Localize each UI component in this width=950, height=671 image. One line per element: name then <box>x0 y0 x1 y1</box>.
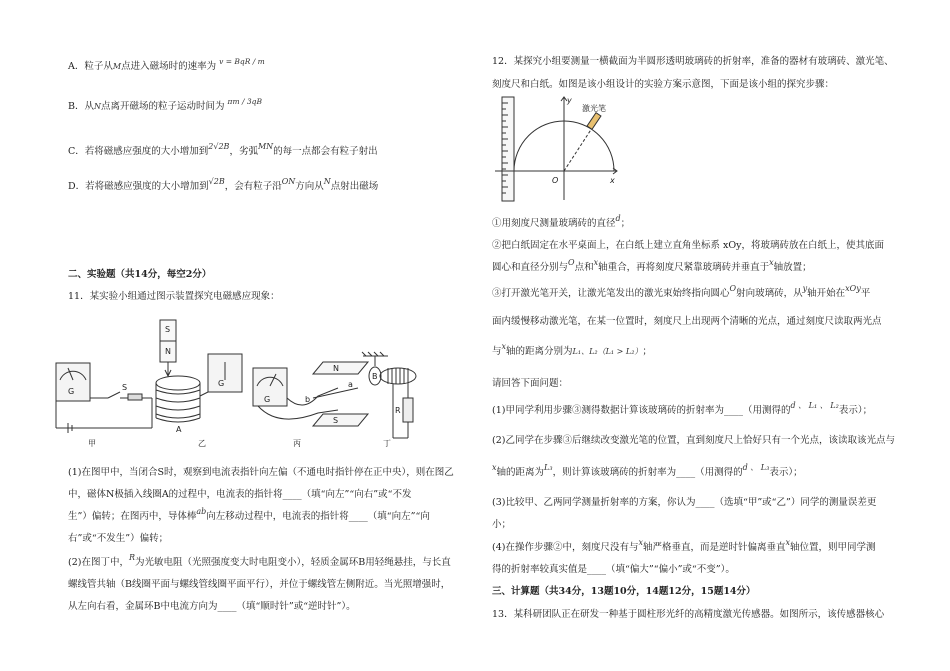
answer-2-line2c: ，则计算该玻璃砖的折射率为____（用测得的 <box>552 467 743 478</box>
var-ab: ab <box>196 507 207 516</box>
option-b <box>68 97 262 113</box>
label-g2: G <box>218 379 225 388</box>
step-3-line1 <box>492 284 871 300</box>
var-n2: N <box>323 177 331 186</box>
label-rod-a: a <box>348 380 353 389</box>
apparatus-bing <box>253 362 368 426</box>
answer-2-line2b: 轴的距离为 <box>496 467 545 478</box>
step-3-line3c: ； <box>642 346 652 357</box>
step-3-line2: 面内缓慢移动激光笔，在某一位置时，刻度尺上出现两个清晰的光点，通过刻度尺读取两光点 <box>492 316 882 327</box>
step-2-line2c: 轴重合，再将刻度尺紧靠玻璃砖并垂直于 <box>598 262 770 273</box>
answer-3-line2: 小； <box>492 519 512 530</box>
step-2-line2b: 点和 <box>574 262 594 273</box>
step-1b: ； <box>620 218 631 229</box>
var-x2: x <box>769 258 774 267</box>
step-3-line1c: 轴开始在 <box>807 288 846 299</box>
label-ding: 丁 <box>383 439 391 448</box>
answer-4-line1 <box>492 538 876 554</box>
part1-line3a: 生”）偏转；在图丙中，导体棒 <box>68 511 197 522</box>
answer-1-vars: d 、 L₁ 、 L₂ <box>790 401 839 410</box>
part2-line2: 螺线管共轴（B线圈平面与螺线管线圈平面平行），并位于螺线管左侧附近。当光照增强时， <box>68 579 451 590</box>
apparatus-yi <box>156 320 242 422</box>
step-3-line3 <box>492 342 652 358</box>
laser-pen-label: 激光笔 <box>582 104 606 113</box>
var-d: d <box>615 214 621 223</box>
label-s-pole: S <box>333 416 339 425</box>
answer-2-line2d: 表示）； <box>769 467 803 478</box>
step-3-line1b: 射向玻璃砖，从 <box>736 288 803 299</box>
answer-4-line1b: 轴严格垂直，而是逆时针偏离垂直 <box>642 542 786 553</box>
label-r: R <box>395 406 401 415</box>
apparatus-jia <box>56 363 152 433</box>
step-1 <box>492 214 631 230</box>
answer-4-line2: 得的折射率较真实值是____（填“偏大”“偏小”或“不变”）。 <box>492 564 735 575</box>
var-x: x <box>593 258 599 267</box>
label-yi: 乙 <box>198 439 206 448</box>
option-c-formula: 2√2B <box>208 142 230 151</box>
option-a-text: A．粒子从 <box>68 61 113 72</box>
option-a-formula: v = BqR / m <box>219 57 265 66</box>
option-c-rest1: ，劣弧 <box>229 146 258 157</box>
var-n: N <box>93 102 101 111</box>
var-x4: x <box>492 463 497 472</box>
step-2-line2 <box>492 258 812 274</box>
answer-4-line1c: 轴位置，则甲同学测 <box>790 542 876 553</box>
step-2-line1: ②把白纸固定在水平桌面上，在白纸上建立直角坐标系 xOy，将玻璃砖放在白纸上，使其底面 <box>492 240 885 251</box>
answer-2-line1: (2)乙同学在步骤③后继续改变激光笔的位置，直到刻度尺上恰好只有一个光点，该读取该光点与 <box>492 435 895 446</box>
answer-3-line1: (3)比较甲、乙两同学测量折射率的方案，你认为____（选填“甲”或“乙”）同学的测量误差更 <box>492 497 877 508</box>
option-d-formula: √2B <box>208 177 225 186</box>
var-on: ON <box>281 177 296 186</box>
option-d-text: D．若将磁感应强度的大小增加到 <box>68 181 209 192</box>
question-11: 11．某实验小组通过图示装置探究电磁感应现象： <box>68 291 280 302</box>
origin-label: O <box>552 176 559 185</box>
label-s-switch: S <box>122 383 128 392</box>
option-d-rest3: 点射出磁场 <box>330 181 379 192</box>
answer-4-line1a: (4)在操作步骤②中，刻度尺没有与 <box>492 542 639 553</box>
option-a-rest: 点进入磁场时的速率为 <box>121 61 217 72</box>
part1-line1: (1)在图甲中，当闭合S时，观察到电流表指针向左偏（不通电时指针停在正中央），则在图乙 <box>68 467 454 478</box>
part2-line1 <box>68 553 451 569</box>
label-s-magnet: S <box>165 325 171 334</box>
label-n-pole: N <box>333 364 339 373</box>
answer-1b: 表示）； <box>838 405 873 416</box>
figure-glass-brick <box>492 95 627 205</box>
figure-electromagnetic-induction <box>48 318 418 453</box>
part1-line3 <box>68 507 430 523</box>
var-y: y <box>802 284 808 293</box>
step-3-line3b: 轴的距离分别为 <box>506 346 573 357</box>
label-bing: 丙 <box>293 439 301 448</box>
part2-line3: 从左向右看，金属环B中电流方向为____（填“顺时针”或“逆时针”）。 <box>68 601 356 612</box>
ask-line: 请回答下面问题： <box>492 378 569 389</box>
section-2-heading: 二、实验题（共14分，每空2分） <box>68 269 212 280</box>
question-13: 13．某科研团队正在研发一种基于圆柱形光纤的高精度激光传感器。如图所示，该传感器核心 <box>492 609 885 620</box>
var-o2: O <box>729 284 737 293</box>
var-l3: L₃ <box>544 463 553 472</box>
option-b-rest: 点离开磁场的粒子运动时间为 <box>100 101 225 112</box>
label-a-coil: A <box>176 425 182 434</box>
option-d <box>68 177 379 193</box>
step-2-line2a: 圆心和直径分别与 <box>492 262 569 273</box>
axis-x-label: x <box>610 176 615 185</box>
part2-line1a: (2)在图丁中， <box>68 557 129 568</box>
option-d-rest1: ，会有粒子沿 <box>224 181 282 192</box>
label-n-magnet: N <box>165 347 171 356</box>
step-3-line1a: ③打开激光笔开关，让激光笔发出的激光束始终指向圆心 <box>492 288 730 299</box>
part1-line2: 中，磁体N极插入线圈A的过程中，电流表的指针将____（填“向左”“向右”或“不发 <box>68 489 412 500</box>
formula-l1-l2: L₁、L₂（L₁ > L₂） <box>572 347 643 356</box>
option-c-rest2: 的每一点都会有粒子射出 <box>273 146 378 157</box>
part2-line1b: 为光敏电阻（光照强度变大时电阻变小），轻质金属环B用轻绳悬挂，与长直 <box>135 557 451 568</box>
var-x3: x <box>501 342 507 351</box>
label-g3: G <box>264 395 271 404</box>
option-d-rest2: 方向从 <box>295 181 324 192</box>
axis-y-label: y <box>567 96 572 105</box>
label-jia: 甲 <box>88 439 96 448</box>
var-o: O <box>568 258 575 267</box>
option-c <box>68 142 378 158</box>
section-3-heading: 三、计算题（共34分，13题10分，14题12分，15题14分） <box>492 586 756 597</box>
option-c-text: C．若将磁感应强度的大小增加到 <box>68 146 209 157</box>
var-xoy: xOy <box>845 284 861 293</box>
label-rod-b: b <box>305 395 311 404</box>
step-2-line2d: 轴放置； <box>773 262 812 273</box>
option-a <box>68 57 265 73</box>
label-ring-b: B <box>372 372 378 381</box>
var-r: R <box>128 553 135 562</box>
answer-1a: (1)甲同学利用步骤③测得数据计算该玻璃砖的折射率为____（用测得的 <box>492 405 791 416</box>
question-12-line2: 刻度尺和白纸。如图是该小组设计的实验方案示意图，下面是该小组的探究步骤： <box>492 79 835 90</box>
var-x6: x <box>785 538 791 547</box>
option-b-formula: πm / 3qB <box>227 97 262 106</box>
option-b-text: B．从 <box>68 101 94 112</box>
step-3-line1d: 平 <box>860 288 871 299</box>
question-12-line1: 12．某探究小组要测量一横截面为半圆形透明玻璃砖的折射率，准备的器材有玻璃砖、激光笔、 <box>492 56 894 67</box>
part1-line3b: 向左移动过程中，电流表的指针将____（填“向左”“向 <box>206 511 430 522</box>
part1-line4: 右”或“不发生”）偏转； <box>68 533 169 544</box>
apparatus-ding <box>362 352 416 438</box>
var-mn: MN <box>257 142 274 151</box>
step-3-line3a: 与 <box>492 346 502 357</box>
answer-2-line2 <box>492 463 803 479</box>
step-1a: ①用刻度尺测量玻璃砖的直径 <box>492 218 616 229</box>
var-x5: x <box>638 538 643 547</box>
var-m: M <box>112 62 122 71</box>
label-g1: G <box>68 387 75 396</box>
answer-1 <box>492 401 873 417</box>
answer-2-vars: d 、 L₃ <box>742 463 770 472</box>
